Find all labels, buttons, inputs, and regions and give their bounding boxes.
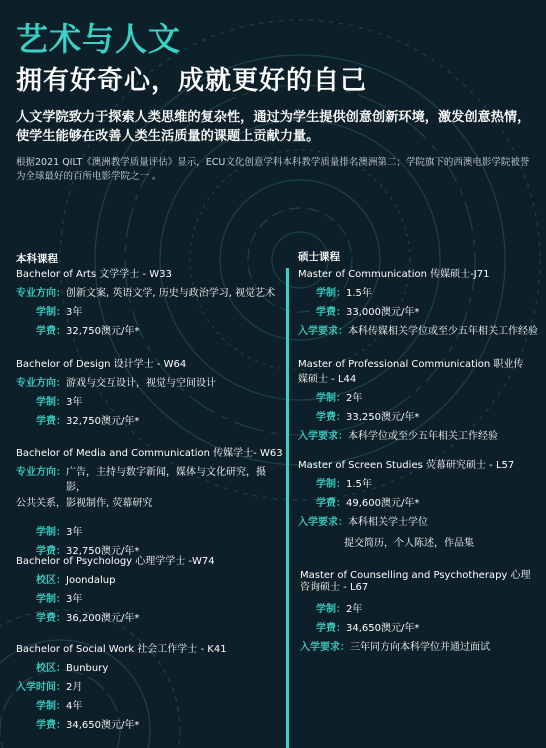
- field-label: 学制：: [316, 288, 346, 299]
- field-value: 4年: [66, 701, 83, 712]
- field-label: 入学要求：: [298, 517, 348, 528]
- field-label: 入学要求：: [298, 431, 348, 442]
- program-name: Bachelor of Media and Communication 传媒学士- W63: [16, 448, 283, 459]
- field-label: 学费：: [36, 720, 66, 731]
- field-value: 3年: [66, 594, 83, 605]
- page-title: 艺术与人文: [16, 20, 182, 58]
- field-label: 学费：: [316, 412, 346, 423]
- undergrad-heading: 本科课程: [16, 253, 58, 265]
- field-label: 入学时间：: [16, 682, 66, 693]
- program-card-ug-4: [16, 642, 278, 733]
- field-value: 36,200澳元/年*: [66, 613, 140, 624]
- field-value: 33,000澳元/年*: [346, 307, 420, 318]
- field-label: 学制：: [36, 594, 66, 605]
- field-label: 学制：: [316, 393, 346, 404]
- field-label: 学制：: [316, 479, 346, 490]
- program-card-ug-1: [16, 357, 278, 429]
- field-label: 学费：: [316, 623, 346, 634]
- program-card-ug-3: [16, 554, 278, 626]
- field-label: 学费：: [36, 613, 66, 624]
- program-name: Bachelor of Psychology 心理学学士 -W74: [16, 556, 215, 567]
- program-name: Master of Communication 传媒硕士-J71: [298, 269, 490, 280]
- field-label: 学费：: [36, 546, 66, 557]
- program-name: Master of Professional Communication 职业传媒硕士 - L44: [298, 359, 524, 385]
- program-card-pg-2: [298, 458, 538, 551]
- field-label: 专业方向：: [16, 467, 66, 478]
- field-value: 广告，主持与数字新闻，媒体与文化研究，摄影，: [66, 467, 266, 493]
- field-label: 学费：: [36, 416, 66, 427]
- field-value: 创新文案, 英语文学, 历史与政治学习, 视觉艺术: [66, 288, 276, 299]
- field-value: Bunbury: [66, 663, 109, 674]
- program-name: Bachelor of Social Work 社会工作学士 - K41: [16, 644, 227, 655]
- field-value: 游戏与交互设计，视觉与空间设计: [66, 378, 216, 389]
- field-value: 32,750澳元/年*: [66, 546, 140, 557]
- program-card-ug-0: [16, 267, 278, 339]
- field-label: 学费：: [316, 307, 346, 318]
- field-label: 入学要求：: [298, 326, 348, 337]
- field-label: 学费：: [36, 326, 66, 337]
- field-value: 三年同方向本科学位并通过面试: [350, 642, 490, 653]
- field-value: 34,650澳元/年*: [66, 720, 140, 731]
- field-value: 34,650澳元/年*: [346, 623, 420, 634]
- field-value: 2月: [66, 682, 83, 693]
- intro-paragraph: 人文学院致力于探索人类思维的复杂性，通过为学生提供创意创新环境，激发创意热情，使学生能够在改善人类生活质量的课题上贡献力量。: [16, 110, 531, 144]
- field-value: Joondalup: [66, 575, 116, 586]
- program-name: Master of Counselling and Psychotherapy 心理咨询硕士 - L67: [300, 570, 531, 593]
- field-label: 入学要求：: [300, 642, 350, 653]
- postgrad-heading: 硕士课程: [298, 251, 340, 263]
- program-card-pg-0: [298, 267, 538, 339]
- page-subtitle: 拥有好奇心，成就更好的自己: [16, 66, 368, 96]
- program-card-ug-2: [16, 446, 283, 559]
- program-card-pg-3: [300, 570, 540, 655]
- field-value: 3年: [66, 307, 83, 318]
- field-value-continued: 提交简历，个人陈述，作品集: [344, 538, 474, 549]
- field-label: 学制：: [36, 701, 66, 712]
- program-name: Master of Screen Studies 荧幕研究硕士 - L57: [298, 460, 515, 471]
- field-label: 学制：: [36, 527, 66, 538]
- column-divider: [286, 268, 289, 748]
- field-label: 学制：: [316, 604, 346, 615]
- field-value: 2年: [346, 393, 363, 404]
- program-name: Bachelor of Arts 文学学士 - W33: [16, 269, 172, 280]
- field-value: 本科传媒相关学位或至少五年相关工作经验: [348, 326, 538, 337]
- field-value: 1.5年: [346, 479, 372, 490]
- field-label: 专业方向：: [16, 378, 66, 389]
- field-label: 学制：: [36, 397, 66, 408]
- field-value: 1.5年: [346, 288, 372, 299]
- field-value: 3年: [66, 397, 83, 408]
- field-value: 32,750澳元/年*: [66, 326, 140, 337]
- field-value: 本科学位或至少五年相关工作经验: [348, 431, 498, 442]
- program-card-pg-1: [298, 357, 530, 444]
- field-value: 33,250澳元/年*: [346, 412, 420, 423]
- field-label: 学制：: [36, 307, 66, 318]
- field-label: 校区：: [36, 663, 66, 674]
- program-name: Bachelor of Design 设计学士 - W64: [16, 359, 187, 370]
- field-value: 32,750澳元/年*: [66, 416, 140, 427]
- field-label: 专业方向：: [16, 288, 66, 299]
- field-label: 学费：: [316, 498, 346, 509]
- field-value: 本科相关学士学位: [348, 517, 428, 528]
- field-value-continued: 公共关系，影视制作, 荧幕研究: [16, 498, 153, 509]
- field-value: 2年: [346, 604, 363, 615]
- ranking-note: 根据2021 QILT《澳洲教学质量评估》显示，ECU文化创意学科本科教学质量排名澳洲第二；学院旗下的西澳电影学院被誉为全球最好的百所电影学院之一 。: [16, 157, 530, 182]
- field-value: 49,600澳元/年*: [346, 498, 420, 509]
- field-label: 校区：: [36, 575, 66, 586]
- field-value: 3年: [66, 527, 83, 538]
